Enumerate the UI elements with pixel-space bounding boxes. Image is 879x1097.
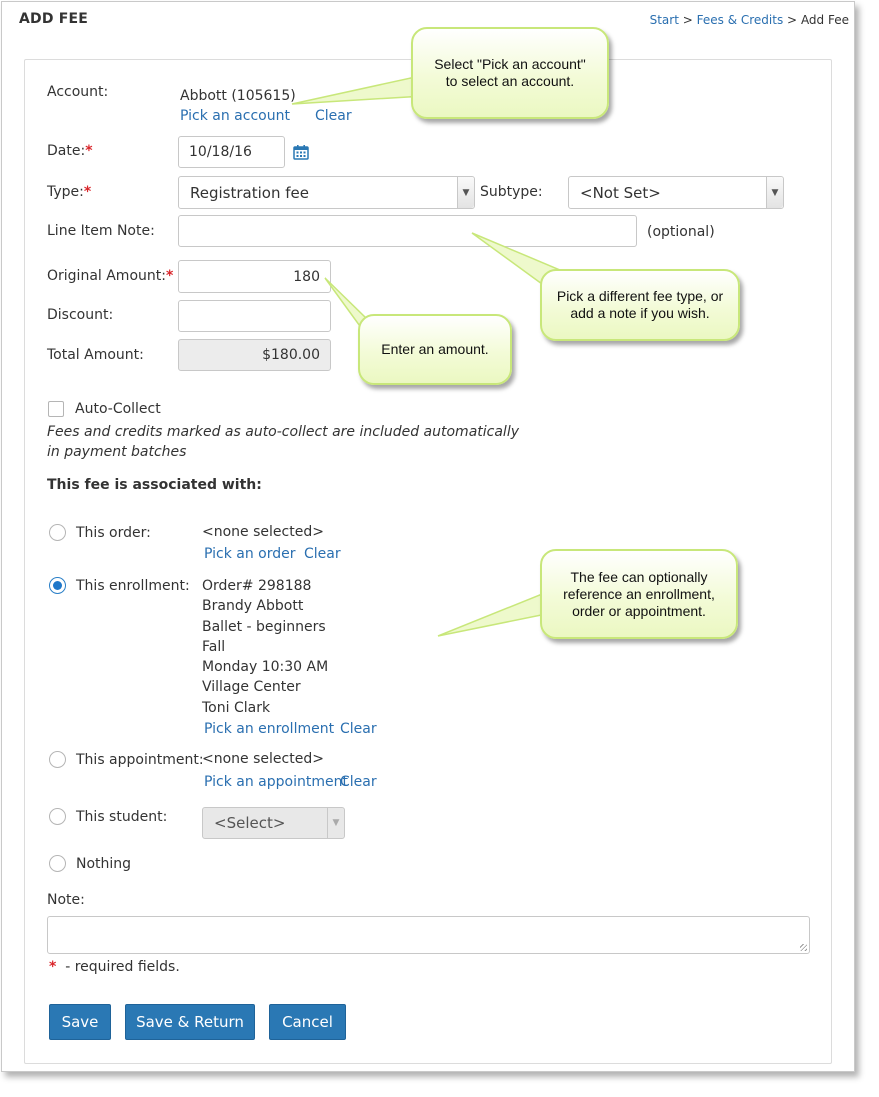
discount-label: Discount: [47,307,114,323]
type-label: Type:* [47,184,92,200]
clear-order-link[interactable]: Clear [304,546,341,562]
account-callout-text: Select "Pick an account" to select an account. [434,56,586,89]
account-callout [411,27,609,119]
enrollment-schedule: Monday 10:30 AM [202,659,329,676]
enrollment-student: Brandy Abbott [202,598,304,615]
amount-callout-text: Enter an amount. [381,341,489,357]
page-title: ADD FEE [19,11,89,27]
enrollment-class: Ballet - beginners [202,618,326,635]
chevron-down-icon: ▼ [457,177,474,208]
appointment-label: This appointment: [76,752,204,768]
enrollment-label: This enrollment: [76,578,190,594]
original-amount-input[interactable]: 180 [178,260,331,293]
association-callout-tail [438,590,556,636]
account-label: Account: [47,84,109,100]
optional-hint: (optional) [647,224,715,240]
required-legend-text: - required fields. [65,959,180,975]
breadcrumb-separator: > [787,13,798,27]
account-value: Abbott (105615) [180,88,296,104]
enrollment-instructor: Toni Clark [202,699,271,716]
account-callout-tail [292,76,424,104]
cancel-button[interactable]: Cancel [269,1004,346,1040]
student-select-value: <Select> [214,814,286,832]
breadcrumb-start[interactable]: Start [649,13,679,27]
association-callout-text: The fee can optionally reference an enrollment, order or appointment. [563,568,715,619]
breadcrumb-current: Add Fee [800,13,849,27]
note-label: Note: [47,892,85,908]
amount-callout [358,314,512,385]
original-amount-label: Original Amount:* [47,268,174,284]
association-heading: This fee is associated with: [47,477,262,493]
order-label: This order: [76,525,151,541]
association-callout [540,549,738,639]
total-amount-label: Total Amount: [47,347,144,363]
student-label: This student: [76,809,168,825]
chevron-down-icon: ▼ [327,808,344,838]
pick-appointment-link[interactable]: Pick an appointment [204,774,348,790]
enrollment-order-number: Order# 298188 [202,578,312,594]
appointment-value: <none selected> [202,751,324,767]
required-marker: * [49,959,57,975]
save-return-button[interactable]: Save & Return [125,1004,255,1040]
date-label: Date:* [47,143,93,159]
total-amount-value: $180.00 [178,339,331,371]
clear-enrollment-link[interactable]: Clear [340,721,377,737]
type-select-value: Registration fee [190,183,309,202]
fee-type-callout-text: Pick a different fee type, or add a note if you wish. [556,288,724,321]
enrollment-session: Fall [202,638,226,655]
auto-collect-label: Auto-Collect [75,401,161,417]
date-input[interactable]: 10/18/16 [178,136,285,168]
enrollment-location: Village Center [202,679,301,696]
save-button[interactable]: Save [49,1004,111,1040]
line-item-note-label: Line Item Note: [47,223,155,239]
clear-appointment-link[interactable]: Clear [340,774,377,790]
clear-account-link[interactable]: Clear [315,108,352,124]
chevron-down-icon: ▼ [766,177,783,208]
subtype-select-value: <Not Set> [580,183,661,202]
subtype-label: Subtype: [480,184,543,200]
pick-order-link[interactable]: Pick an order [204,546,296,562]
pick-account-link[interactable]: Pick an account [180,108,290,124]
fee-type-callout [540,269,740,341]
breadcrumb-separator: > [682,13,693,27]
pick-enrollment-link[interactable]: Pick an enrollment [204,721,335,737]
auto-collect-help: Fees and credits marked as auto-collect are included automatically in payment batches [47,424,519,460]
breadcrumb-fees-credits[interactable]: Fees & Credits [696,13,784,27]
order-value: <none selected> [202,524,324,540]
nothing-label: Nothing [76,856,132,872]
